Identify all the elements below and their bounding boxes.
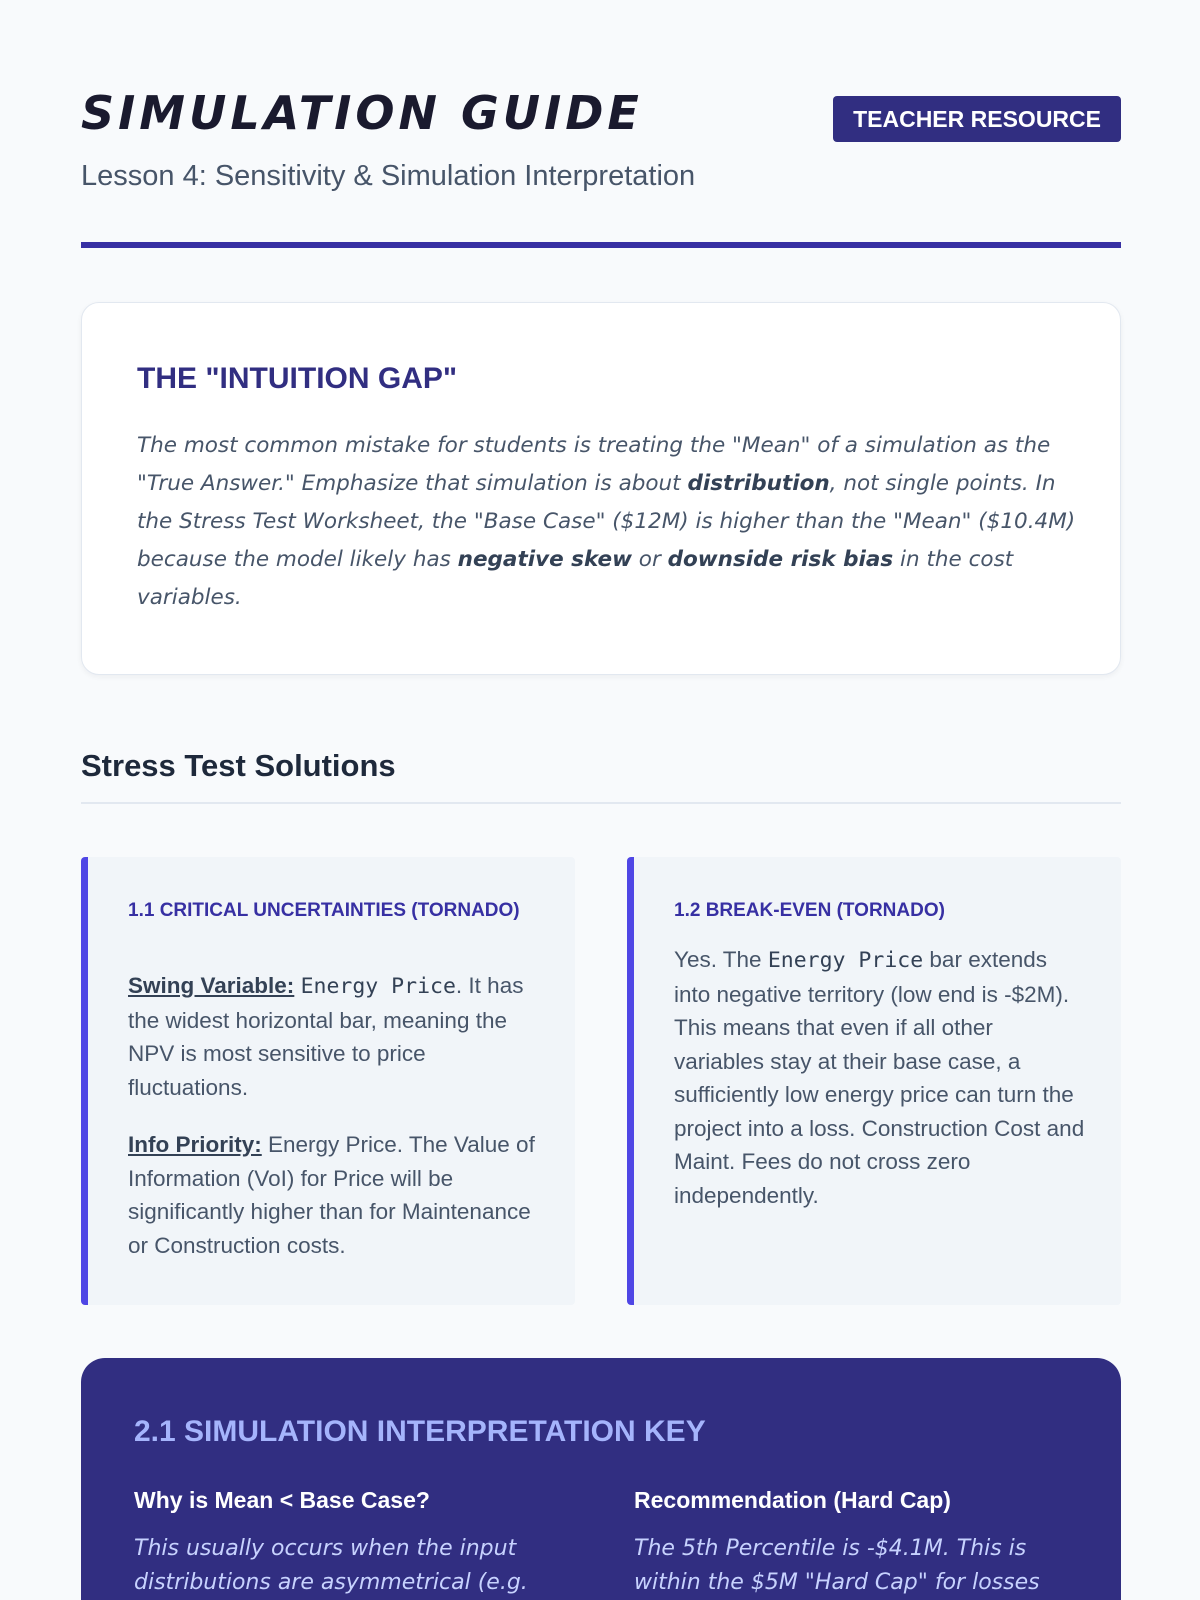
critical-uncertainties-heading: 1.1 CRITICAL UNCERTAINTIES (TORNADO) — [128, 900, 520, 921]
gap-text-1: The most common mistake for students is treating the "Mean" of a simulation as the "True Answer." Emphasize that simulation is about — [137, 433, 1051, 496]
gap-emphasis-distribution: distribution — [687, 471, 830, 496]
gap-emphasis-downside-risk: downside risk bias — [667, 547, 894, 572]
info-priority-paragraph — [128, 1128, 540, 1262]
swing-variable-label: Swing Variable: — [128, 973, 295, 998]
intuition-gap-body — [137, 427, 1077, 617]
intuition-gap-title: THE "INTUITION GAP" — [137, 362, 458, 395]
gap-text-4: in the cost variables. — [137, 547, 1014, 610]
break-even-heading: 1.2 BREAK-EVEN (TORNADO) — [674, 900, 945, 921]
info-priority-label: Info Priority: — [128, 1132, 262, 1157]
mean-vs-base-heading: Why is Mean < Base Case? — [134, 1487, 430, 1513]
lesson-subtitle: Lesson 4: Sensitivity & Simulation Interpretation — [81, 160, 696, 192]
break-even-text-2: bar extends into negative territory (low end is -$2M). This means that even if all other variables stay at their base case, a sufficiently low energy price can turn the project into a loss. Construction Cost and Maint. Fees do not cross zero independently. — [674, 947, 1085, 1208]
gap-emphasis-negative-skew: negative skew — [457, 547, 632, 572]
swing-variable-paragraph — [128, 969, 540, 1104]
gap-text-2: , not single points. In the Stress Test Worksheet, the "Base Case" ($12M) is higher than the "Mean" ($10.4M) because the model likely has — [137, 471, 1076, 572]
swing-variable-code: Energy Price — [300, 974, 456, 999]
hard-cap-text: The 5th Percentile is -$4.1M. This is within the $5M "Hard Cap" for losses — [634, 1536, 1040, 1595]
header-divider — [81, 242, 1121, 248]
document-title: SIMULATION GUIDE — [81, 86, 643, 140]
info-priority-text: Energy Price. The Value of Information (VoI) for Price will be significantly higher than for Maintenance or Construction costs. — [128, 1132, 535, 1258]
critical-uncertainties-card — [81, 857, 575, 1305]
swing-variable-text: . It has the widest horizontal bar, meaning the NPV is most sensitive to price fluctuations. — [128, 973, 524, 1100]
break-even-code: Energy Price — [767, 948, 924, 973]
page-header — [81, 82, 1121, 202]
teacher-resource-badge: TEACHER RESOURCE — [833, 96, 1121, 142]
break-even-text-1: Yes. The — [674, 947, 768, 972]
break-even-card — [627, 857, 1121, 1305]
intuition-gap-card — [81, 302, 1121, 675]
interpretation-key-title: 2.1 SIMULATION INTERPRETATION KEY — [134, 1415, 706, 1448]
mean-vs-base-text: This usually occurs when the input distributions are asymmetrical (e.g. — [134, 1536, 528, 1595]
gap-text-3: or — [631, 547, 668, 572]
stress-test-title: Stress Test Solutions — [81, 748, 396, 783]
interpretation-key-card — [81, 1358, 1121, 1600]
break-even-paragraph — [674, 943, 1086, 1212]
hard-cap-heading: Recommendation (Hard Cap) — [634, 1487, 951, 1513]
section-divider — [81, 802, 1121, 804]
